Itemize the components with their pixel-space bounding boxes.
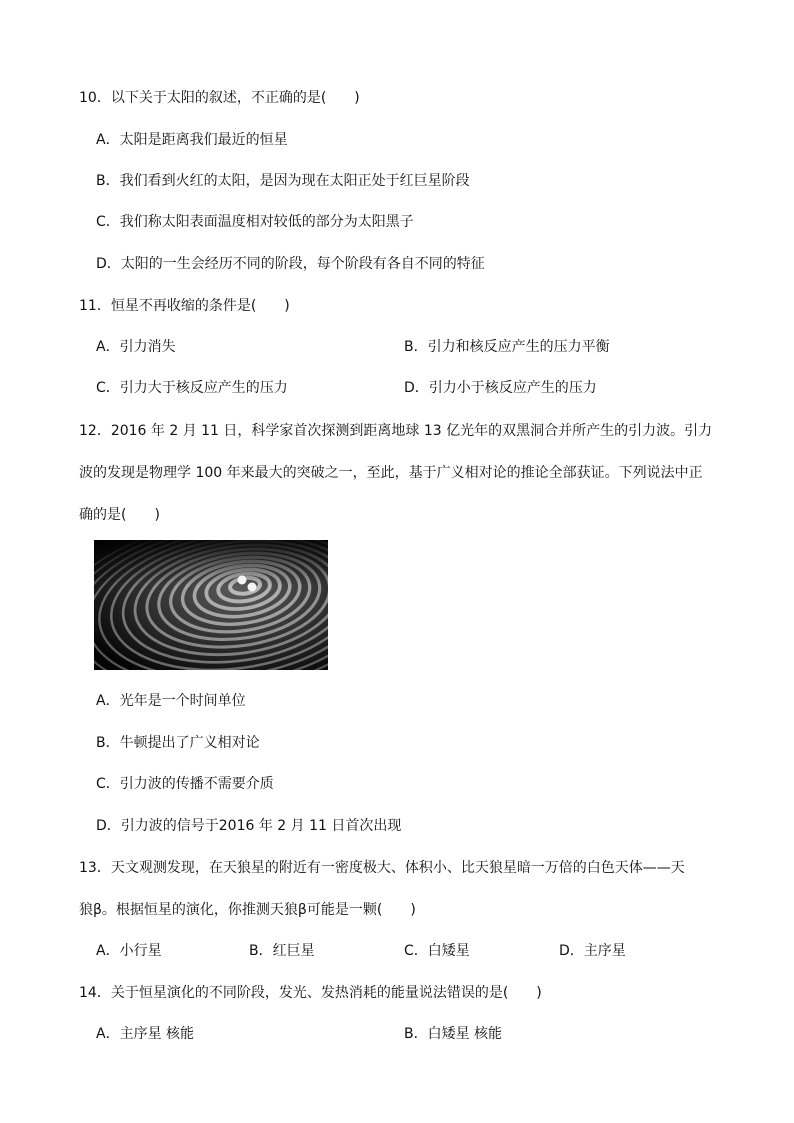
question-14-option-b: B．白矮星 核能 <box>404 1026 503 1042</box>
question-12-option-b: B．牛顿提出了广义相对论 <box>96 735 260 751</box>
question-11-option-d: D．引力小于核反应产生的压力 <box>404 380 597 396</box>
question-12-stem-line-3: 确的是( ) <box>79 507 160 523</box>
question-11-option-a: A．引力消失 <box>96 339 176 355</box>
question-10-stem: 10．以下关于太阳的叙述，不正确的是( ) <box>79 90 360 106</box>
question-13-option-c: C．白矮星 <box>404 943 470 959</box>
gravitational-wave-image <box>94 540 328 670</box>
question-12-stem-line-2: 波的发现是物理学 100 年来最大的突破之一，至此，基于广义相对论的推论全部获证。下列说法中正 <box>79 465 703 481</box>
question-11-option-b: B．引力和核反应产生的压力平衡 <box>404 339 610 355</box>
question-13-option-d: D．主序星 <box>559 943 626 959</box>
question-13-stem-line-1: 13．天文观测发现，在天狼星的附近有一密度极大、体积小、比天狼星暗一万倍的白色天体——天 <box>79 860 685 876</box>
question-13-option-b: B．红巨星 <box>249 943 315 959</box>
question-10-option-d: D．太阳的一生会经历不同的阶段，每个阶段有各自不同的特征 <box>96 256 485 272</box>
question-11-stem: 11．恒星不再收缩的条件是( ) <box>79 298 290 314</box>
question-12-option-a: A．光年是一个时间单位 <box>96 693 246 709</box>
black-hole-merger-illustration <box>94 540 328 670</box>
question-12-option-d: D．引力波的信号于2016 年 2 月 11 日首次出现 <box>96 818 402 834</box>
question-12-option-c: C．引力波的传播不需要介质 <box>96 776 274 792</box>
question-10-option-a: A．太阳是距离我们最近的恒星 <box>96 132 288 148</box>
question-12-stem-line-1: 12．2016 年 2 月 11 日，科学家首次探测到距离地球 13 亿光年的双黑洞合并所产生的引力波。引力 <box>79 423 713 439</box>
question-14-stem: 14．关于恒星演化的不同阶段，发光、发热消耗的能量说法错误的是( ) <box>79 985 542 1001</box>
question-10-option-c: C．我们称太阳表面温度相对较低的部分为太阳黑子 <box>96 214 414 230</box>
question-14-option-a: A．主序星 核能 <box>96 1026 195 1042</box>
black-hole-1 <box>238 576 247 585</box>
question-10-option-b: B．我们看到火红的太阳，是因为现在太阳正处于红巨星阶段 <box>96 173 470 189</box>
question-11-option-c: C．引力大于核反应产生的压力 <box>96 380 288 396</box>
question-13-stem-line-2: 狼β。根据恒星的演化，你推测天狼β可能是一颗( ) <box>79 902 416 918</box>
question-13-option-a: A．小行星 <box>96 943 162 959</box>
black-hole-2 <box>248 583 257 592</box>
